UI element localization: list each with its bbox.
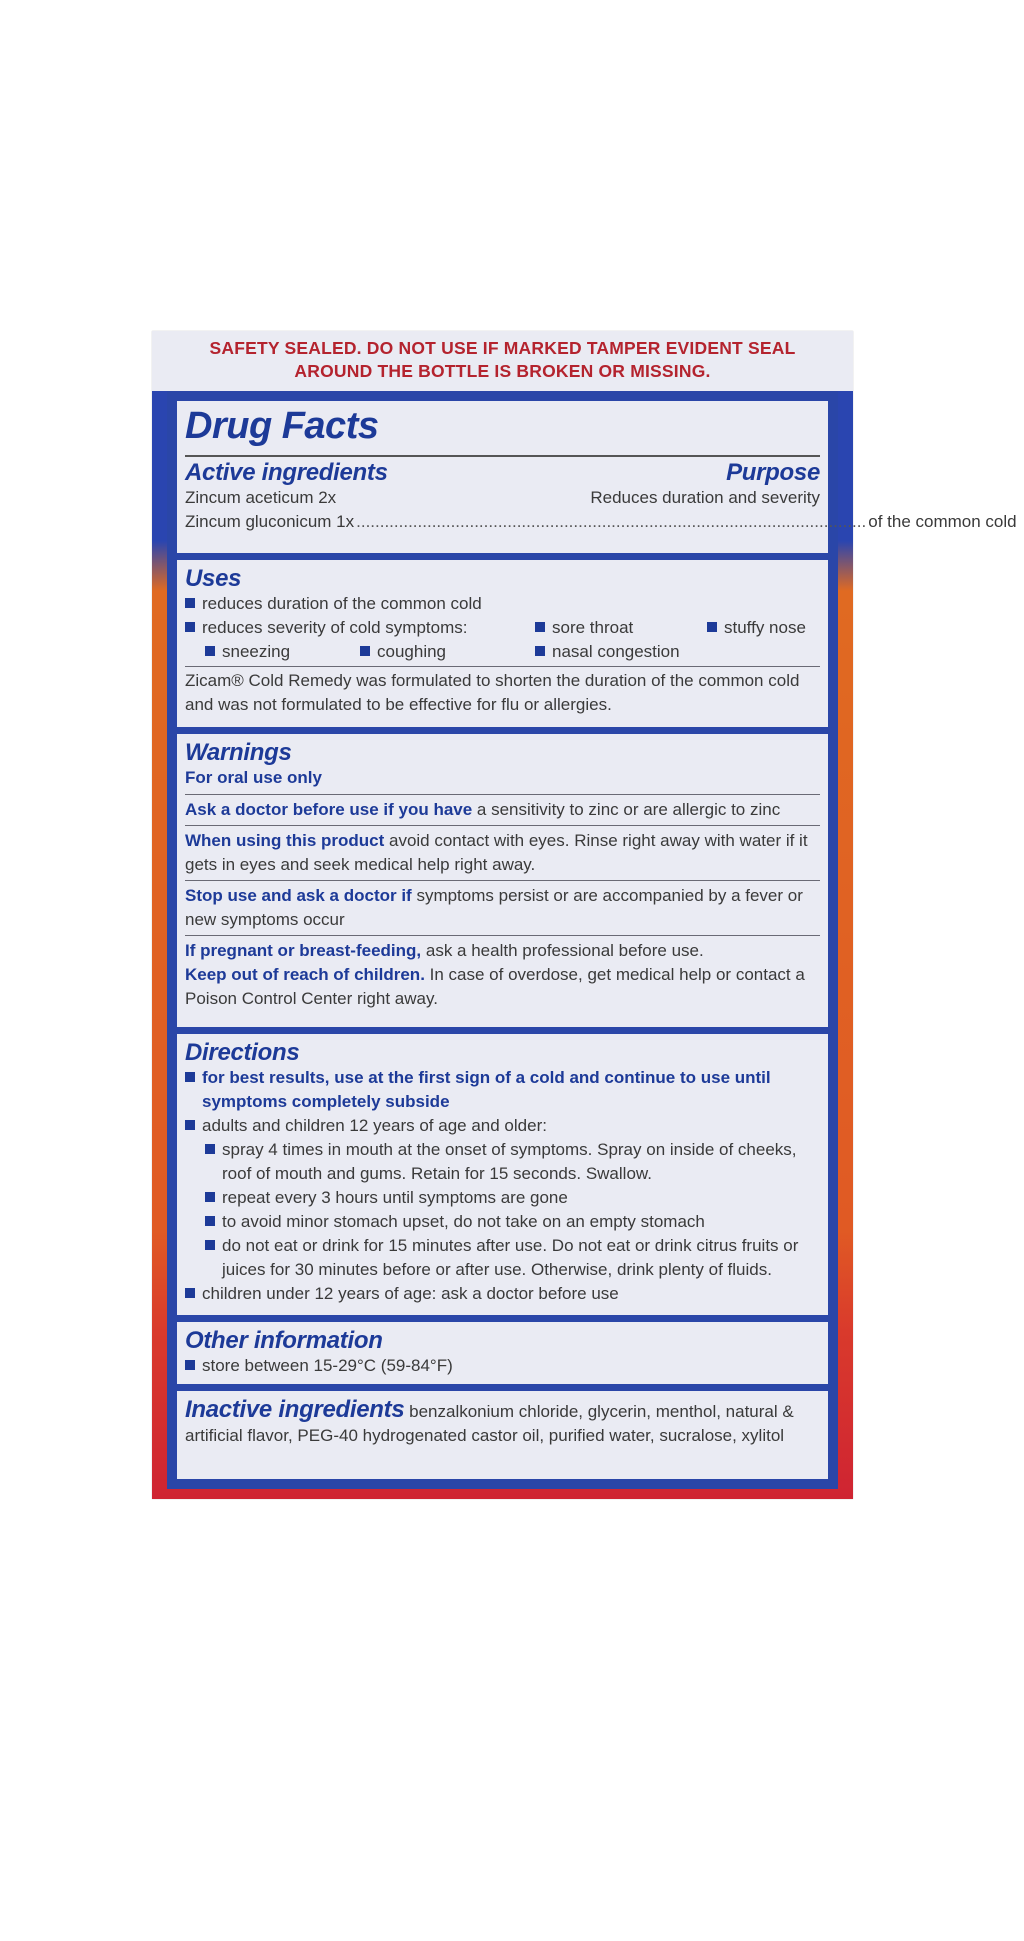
uses-note: Zicam® Cold Remedy was formulated to shorten the duration of the common cold and was not formulated to be effective for flu or allergies. [185, 671, 800, 714]
directions-header: Directions [185, 1039, 300, 1066]
drug-facts-box [167, 391, 1017, 1489]
bullet-icon [535, 646, 545, 656]
directions-item [185, 1066, 820, 1114]
directions-text: spray 4 times in mouth at the onset of symptoms. Spray on inside of cheeks, roof of mouth and gums. Retain for 15 seconds. Swallow. [222, 1140, 797, 1183]
ingredient-row [185, 486, 820, 510]
active-ingredients-header: Active ingredients [185, 459, 388, 486]
warning-lead: If pregnant or breast-feeding, [185, 941, 422, 960]
other-info-header: Other information [185, 1327, 383, 1354]
bullet-icon [185, 1360, 195, 1370]
bullet-icon [185, 1120, 195, 1130]
dot-leader: ............................................................................................................ [356, 512, 867, 531]
bullet-icon [707, 622, 717, 632]
symptom: sore throat [552, 618, 634, 637]
ingredient-name: Zincum aceticum 2x [185, 488, 337, 507]
bullet-icon [360, 646, 370, 656]
divider [185, 825, 820, 826]
uses-section [177, 560, 828, 727]
uses-item [185, 616, 820, 640]
drug-facts-title: Drug Facts [185, 405, 379, 447]
ingredient-row [185, 510, 1017, 534]
directions-subitem [185, 1234, 820, 1282]
bullet-icon [205, 646, 215, 656]
warning-text: In case of overdose, get medical help or contact a Poison Control Center right away. [185, 965, 805, 1008]
bullet-icon [535, 622, 545, 632]
other-info-text: store between 15-29°C (59-84°F) [202, 1356, 453, 1375]
bullet-icon [205, 1216, 215, 1226]
symptom: coughing [377, 642, 447, 661]
warning-ask-doctor [185, 798, 820, 822]
safety-notice-line2: AROUND THE BOTTLE IS BROKEN OR MISSING. [294, 361, 711, 381]
divider [185, 794, 820, 795]
directions-subitem [185, 1138, 820, 1186]
warning-text: symptoms persist or are accompanied by a fever or new symptoms occur [185, 886, 803, 929]
safety-notice-line1: SAFETY SEALED. DO NOT USE IF MARKED TAMPER EVIDENT SEAL [209, 338, 796, 358]
directions-text: for best results, use at the first sign of a cold and continue to use until symptoms completely subside [202, 1068, 771, 1111]
warning-lead: Stop use and ask a doctor if [185, 886, 412, 905]
divider [185, 935, 820, 936]
safety-strip [152, 331, 853, 391]
warning-text: avoid contact with eyes. Rinse right away with water if it gets in eyes and seek medical help right away. [185, 831, 808, 874]
title-rule [185, 455, 820, 457]
bullet-icon [185, 1288, 195, 1298]
divider [185, 880, 820, 881]
oral-use-note: For oral use only [185, 768, 322, 787]
warning-lead: Keep out of reach of children. [185, 965, 425, 984]
directions-item [185, 1114, 820, 1138]
other-info-section [177, 1322, 828, 1384]
warning-text: a sensitivity to zinc or are allergic to zinc [472, 800, 781, 819]
bullet-icon [185, 622, 195, 632]
warning-lead: Ask a doctor before use if you have [185, 800, 473, 819]
warning-lead: When using this product [185, 831, 385, 850]
drug-facts-panel [152, 331, 1017, 1499]
directions-text: do not eat or drink for 15 minutes after use. Do not eat or drink citrus fruits or juices for 30 minutes before or after use. Otherwise, drink plenty of fluids. [222, 1236, 799, 1279]
inactive-ingredients-text: benzalkonium chloride, glycerin, menthol, natural & artificial flavor, PEG-40 hydrogenated castor oil, purified water, sucralose, xylitol [185, 1402, 794, 1445]
directions-section [177, 1034, 828, 1315]
inactive-ingredients [185, 1397, 820, 1448]
warnings-section [177, 734, 828, 1027]
uses-item-text: reduces severity of cold symptoms: [202, 618, 468, 637]
bullet-icon [185, 1072, 195, 1082]
uses-item-text: reduces duration of the common cold [202, 594, 482, 613]
directions-text: to avoid minor stomach upset, do not take on an empty stomach [222, 1212, 705, 1231]
symptom: stuffy nose [724, 618, 806, 637]
directions-item [185, 1282, 820, 1306]
ingredient-name: Zincum gluconicum 1x [185, 512, 355, 531]
bullet-icon [205, 1240, 215, 1250]
inactive-ingredients-section [177, 1391, 828, 1479]
bullet-icon [185, 598, 195, 608]
ingredient-purpose: of the common cold [868, 512, 1017, 531]
warning-pregnant [185, 939, 820, 963]
warning-using-product [185, 829, 820, 877]
warnings-header: Warnings [185, 739, 292, 766]
directions-text: adults and children 12 years of age and older: [202, 1116, 547, 1135]
purpose-header: Purpose [726, 459, 820, 486]
bullet-icon [205, 1192, 215, 1202]
uses-item [185, 592, 820, 616]
uses-header: Uses [185, 565, 242, 592]
active-ingredients-section [177, 401, 1017, 553]
bullet-icon [205, 1144, 215, 1154]
ingredient-purpose: Reduces duration and severity [590, 488, 820, 507]
divider [185, 666, 820, 667]
symptom-row [185, 640, 820, 664]
directions-text: repeat every 3 hours until symptoms are gone [222, 1188, 568, 1207]
directions-subitem [185, 1186, 820, 1210]
warning-text: ask a health professional before use. [421, 941, 704, 960]
inactive-ingredients-header: Inactive ingredients [185, 1396, 405, 1423]
safety-notice [152, 337, 853, 383]
symptom: nasal congestion [552, 642, 680, 661]
directions-subitem [185, 1210, 820, 1234]
warning-stop-use [185, 884, 820, 932]
directions-text: children under 12 years of age: ask a doctor before use [202, 1284, 619, 1303]
other-info-item [185, 1354, 820, 1378]
warning-keep-out [185, 963, 820, 1011]
symptom: sneezing [222, 642, 291, 661]
